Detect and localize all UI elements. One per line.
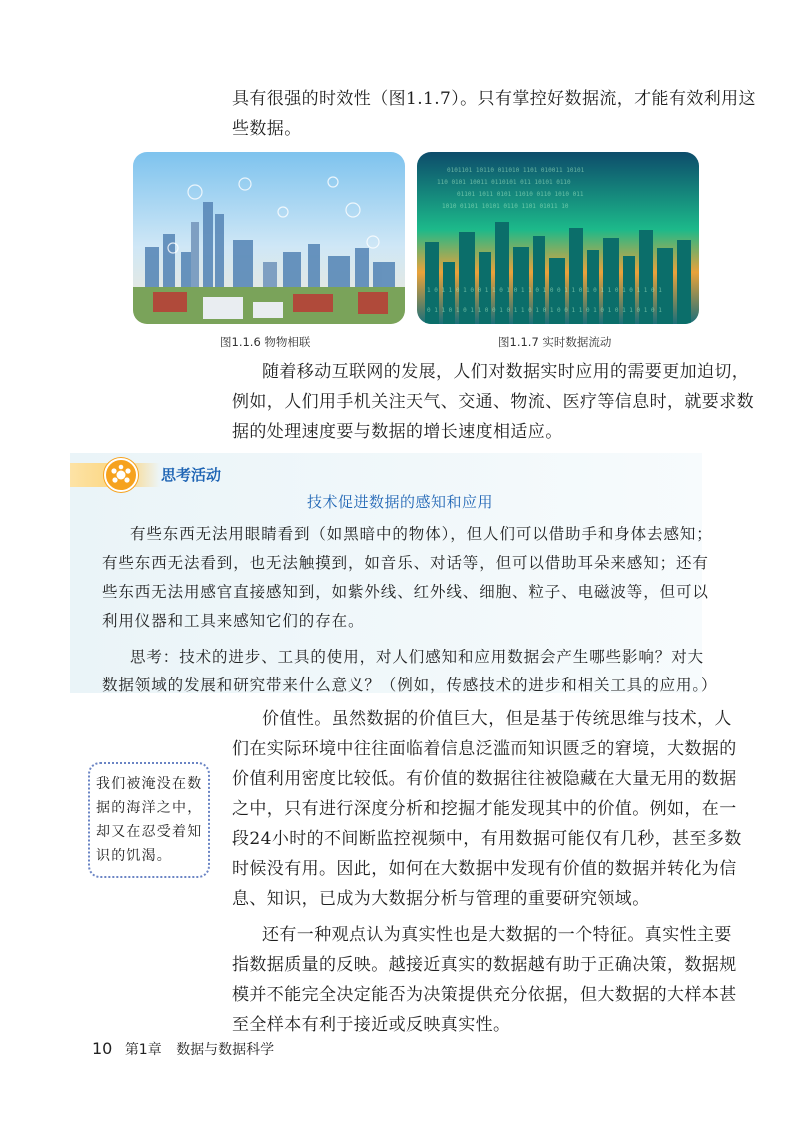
paragraph-line: 至全样本有利于接近或反映真实性。: [232, 1015, 511, 1035]
activity-line: 些东西无法用感官直接感知到，如紫外线、红外线、细胞、粒子、电磁波等，但可以: [102, 583, 709, 601]
paragraph-line: 还有一种观点认为真实性也是大数据的一个特征。真实性主要: [262, 925, 732, 945]
svg-text:1 0 1 1 0 1 0 0 1 1 0 1 0 1 1: 1 0 1 1 0 1 0 0 1 1 0 1 0 1 1 0 1 0 0 1 1 0 1 0 1 1 0 1 0 1 1 0 1: [427, 287, 662, 294]
intro-line: 些数据。: [232, 119, 302, 139]
svg-text:0101101 10110 011010 1101 0100: 0101101 10110 011010 1101 010011 10101: [447, 167, 585, 174]
figure-caption: 图1.1.6 物物相联: [220, 335, 311, 349]
svg-text:01101 1011 0101 11010 0110 101: 01101 1011 0101 11010 0110 1010 011: [457, 191, 584, 198]
paragraph-line: 随着移动互联网的发展，人们对数据实时应用的需要更加迫切，: [262, 362, 750, 382]
paragraph-line: 模并不能完全决定能否为决策提供充分依据，但大数据的大样本甚: [232, 985, 737, 1005]
paragraph-line: 之中，只有进行深度分析和挖掘才能发现其中的价值。例如，在一: [232, 799, 737, 819]
page-footer: [92, 1039, 274, 1059]
paragraph-line: 指数据质量的反映。越接近真实的数据越有助于正确决策，数据规: [232, 955, 737, 975]
figure-caption: 图1.1.7 实时数据流动: [498, 335, 612, 349]
paragraph-line: 价值利用密度比较低。有价值的数据往往被隐藏在大量无用的数据: [232, 769, 737, 789]
svg-text:0 1 1 0 1 0 1 1 0 0 1 0 1 1 0: 0 1 1 0 1 0 1 1 0 0 1 0 1 1 0 1 0 1 0 0 1 1 0 1 0 1 0 1 1 0 1 0 1: [427, 307, 662, 314]
intro-line: 具有很强的时效性（图1.1.7）。只有掌控好数据流，才能有效利用这: [232, 89, 756, 109]
activity-think-line: 思考：技术的进步、工具的使用，对人们感知和应用数据会产生哪些影响？对大: [130, 648, 705, 666]
paragraph-line: 息、知识，已成为大数据分析与管理的重要研究领域。: [232, 889, 650, 909]
svg-text:110 0101 10011 0110101 011 101: 110 0101 10011 0110101 011 10101 0110: [437, 179, 571, 186]
page-number: 10: [92, 1039, 113, 1058]
svg-text:1010 01101 10101 0110 1101 010: 1010 01101 10101 0110 1101 01011 10: [442, 203, 569, 210]
figure-iot-city: [133, 152, 405, 324]
paragraph-line: 们在实际环境中往往面临着信息泛滥而知识匮乏的窘境，大数据的: [232, 739, 737, 759]
paragraph-line: 时候没有用。因此，如何在大数据中发现有价值的数据并转化为信: [232, 859, 737, 879]
paragraph-line: 例如，人们用手机关注天气、交通、物流、医疗等信息时，就要求数: [232, 392, 754, 412]
chapter-title: 数据与数据科学: [176, 1042, 275, 1058]
paragraph-line: 价值性。虽然数据的价值巨大，但是基于传统思维与技术，人: [262, 709, 732, 729]
side-note-text: 我们被淹没在数据的海洋之中，却又在忍受着知识的饥渴。: [96, 776, 203, 864]
side-note: [88, 762, 210, 878]
idea-badge-icon: [104, 458, 138, 492]
activity-line: 有些东西无法看到，也无法触摸到，如音乐、对话等，但可以借助耳朵来感知；还有: [102, 554, 709, 572]
activity-title: 技术促进数据的感知和应用: [306, 493, 493, 511]
activity-line: 利用仪器和工具来感知它们的存在。: [102, 612, 365, 630]
figure-data-stream: [417, 152, 699, 324]
activity-think-line: 数据领域的发展和研究带来什么意义？（例如，传感技术的进步和相关工具的应用。）: [102, 676, 718, 694]
activity-line: 有些东西无法用眼睛看到（如黑暗中的物体），但人们可以借助手和身体去感知；: [130, 525, 713, 543]
paragraph-line: 据的处理速度要与数据的增长速度相适应。: [232, 422, 563, 442]
chapter-number: 第1章: [124, 1042, 162, 1058]
paragraph-line: 段24小时的不间断监控视频中，有用数据可能仅有几秒，甚至多数: [232, 829, 742, 849]
activity-label: 思考活动: [161, 466, 222, 484]
